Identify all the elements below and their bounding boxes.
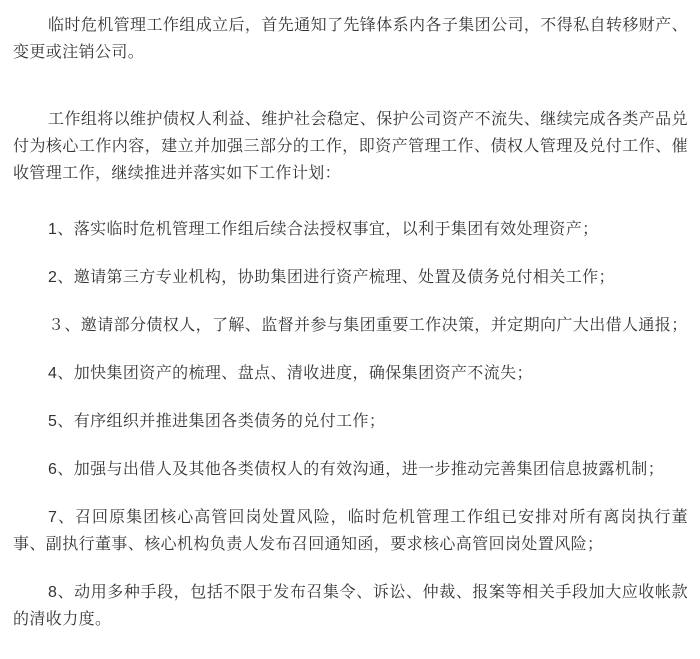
work-plan-item-1: 1、落实临时危机管理工作组后续合法授权事宜，以利于集团有效处理资产； [48, 221, 599, 238]
work-plan-item-3: ３、邀请部分债权人，了解、监督并参与集团重要工作决策，并定期向广大出借人通报； [48, 317, 688, 334]
workgroup-mission-paragraph: 工作组将以维护债权人利益、维护社会稳定、保护公司资产不流失、继续完成各类产品兑付为核心工作内容，建立并加强三部分的工作，即资产管理工作、债权人管理及兑付工作、催收管理工作，继续推进并落实如下工作计划： [13, 111, 688, 182]
work-plan-item-5: 5、有序组织并推进集团各类债务的兑付工作； [48, 413, 386, 430]
work-plan-item-2: 2、邀请第三方专业机构，协助集团进行资产梳理、处置及债务兑付相关工作； [48, 269, 615, 286]
intro-paragraph: 临时危机管理工作组成立后，首先通知了先锋体系内各子集团公司，不得私自转移财产、变更或注销公司。 [13, 17, 688, 61]
work-plan-item-8: 8、动用多种手段，包括不限于发布召集令、诉讼、仲裁、报案等相关手段加大应收帐款的清收力度。 [13, 584, 688, 628]
work-plan-item-6: 6、加强与出借人及其他各类债权人的有效沟通，进一步推动完善集团信息披露机制； [48, 461, 665, 478]
work-plan-item-4: 4、加快集团资产的梳理、盘点、清收进度，确保集团资产不流失； [48, 365, 533, 382]
work-plan-item-7: 7、召回原集团核心高管回岗处置风险，临时危机管理工作组已安排对所有离岗执行董事、副执行董事、核心机构负责人发布召回通知函，要求核心高管回岗处置风险； [13, 509, 688, 553]
